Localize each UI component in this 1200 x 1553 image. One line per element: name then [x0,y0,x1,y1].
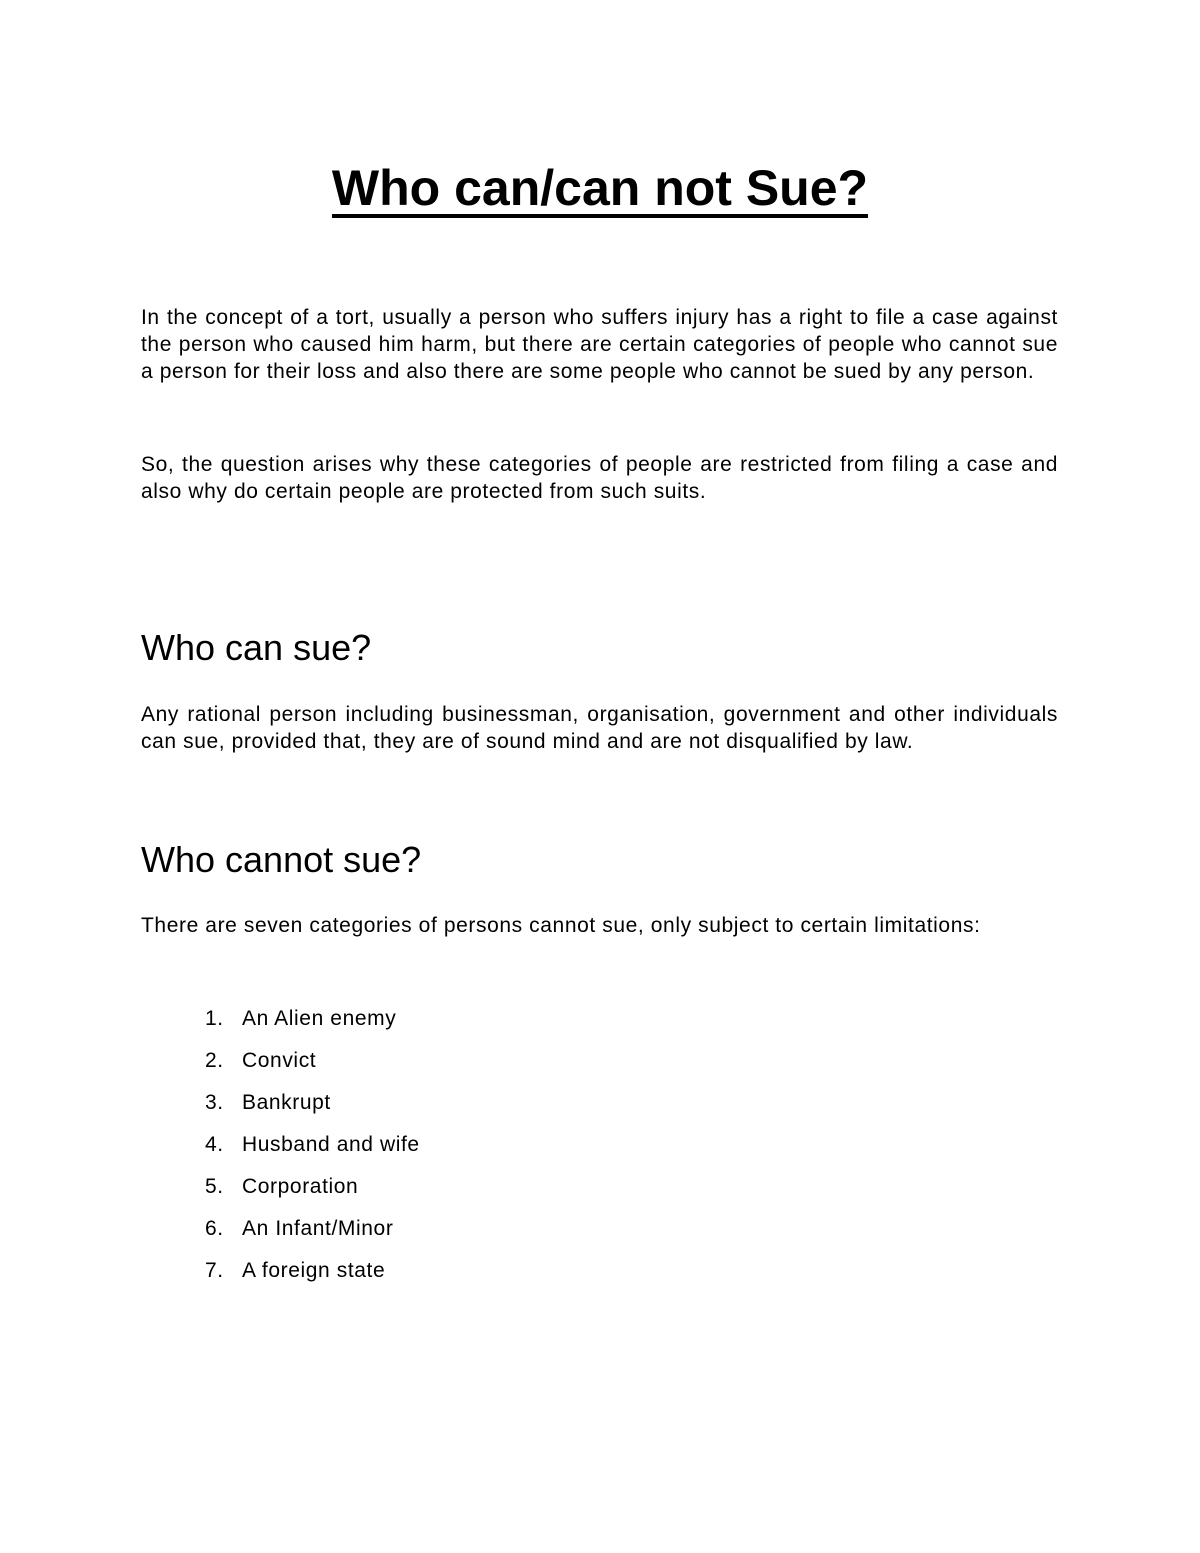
list-item [205,1255,420,1297]
list-item-number: 5. [205,1175,224,1198]
who-can-sue-heading: Who can sue? [141,627,372,668]
list-item-number: 7. [205,1259,224,1282]
list-item-number: 2. [205,1049,224,1072]
list-item-text: Husband and wife [242,1133,420,1156]
list-item-text: An Infant/Minor [242,1217,394,1240]
who-cannot-sue-body: There are seven categories of persons cannot sue, only subject to certain limitations: [141,914,981,937]
page-title [0,158,1200,218]
list-item [205,1171,420,1213]
page-title-text: Who can/can not Sue? [331,160,869,216]
list-item-number: 4. [205,1133,224,1156]
list-item-number: 1. [205,1007,224,1030]
list-item [205,1213,420,1255]
list-item-text: Corporation [242,1175,359,1198]
who-cannot-sue-heading: Who cannot sue? [141,839,422,880]
list-item-text: Convict [242,1049,317,1072]
who-can-sue-body: Any rational person including businessman, organisation, government and other individuals can sue, provided that, they are of sound mind and are not disqualified by law. [141,703,1058,753]
list-item [205,1045,420,1087]
list-item [205,1087,420,1129]
intro-paragraph-1: In the concept of a tort, usually a person who suffers injury has a right to file a case against the person who caused him harm, but there are certain categories of people who cannot sue a person for their loss and also there are some people who cannot be sued by any person. [141,306,1058,383]
list-item-text: Bankrupt [242,1091,331,1114]
list-item-number: 6. [205,1217,224,1240]
list-item [205,1129,420,1171]
list-item-text: A foreign state [242,1259,386,1282]
list-item [205,1003,420,1045]
list-item-text: An Alien enemy [242,1007,397,1030]
intro-paragraph-2: So, the question arises why these categories of people are restricted from filing a case and also why do certain people are protected from such suits. [141,453,1058,503]
cannot-sue-list [205,1003,420,1297]
list-item-number: 3. [205,1091,224,1114]
